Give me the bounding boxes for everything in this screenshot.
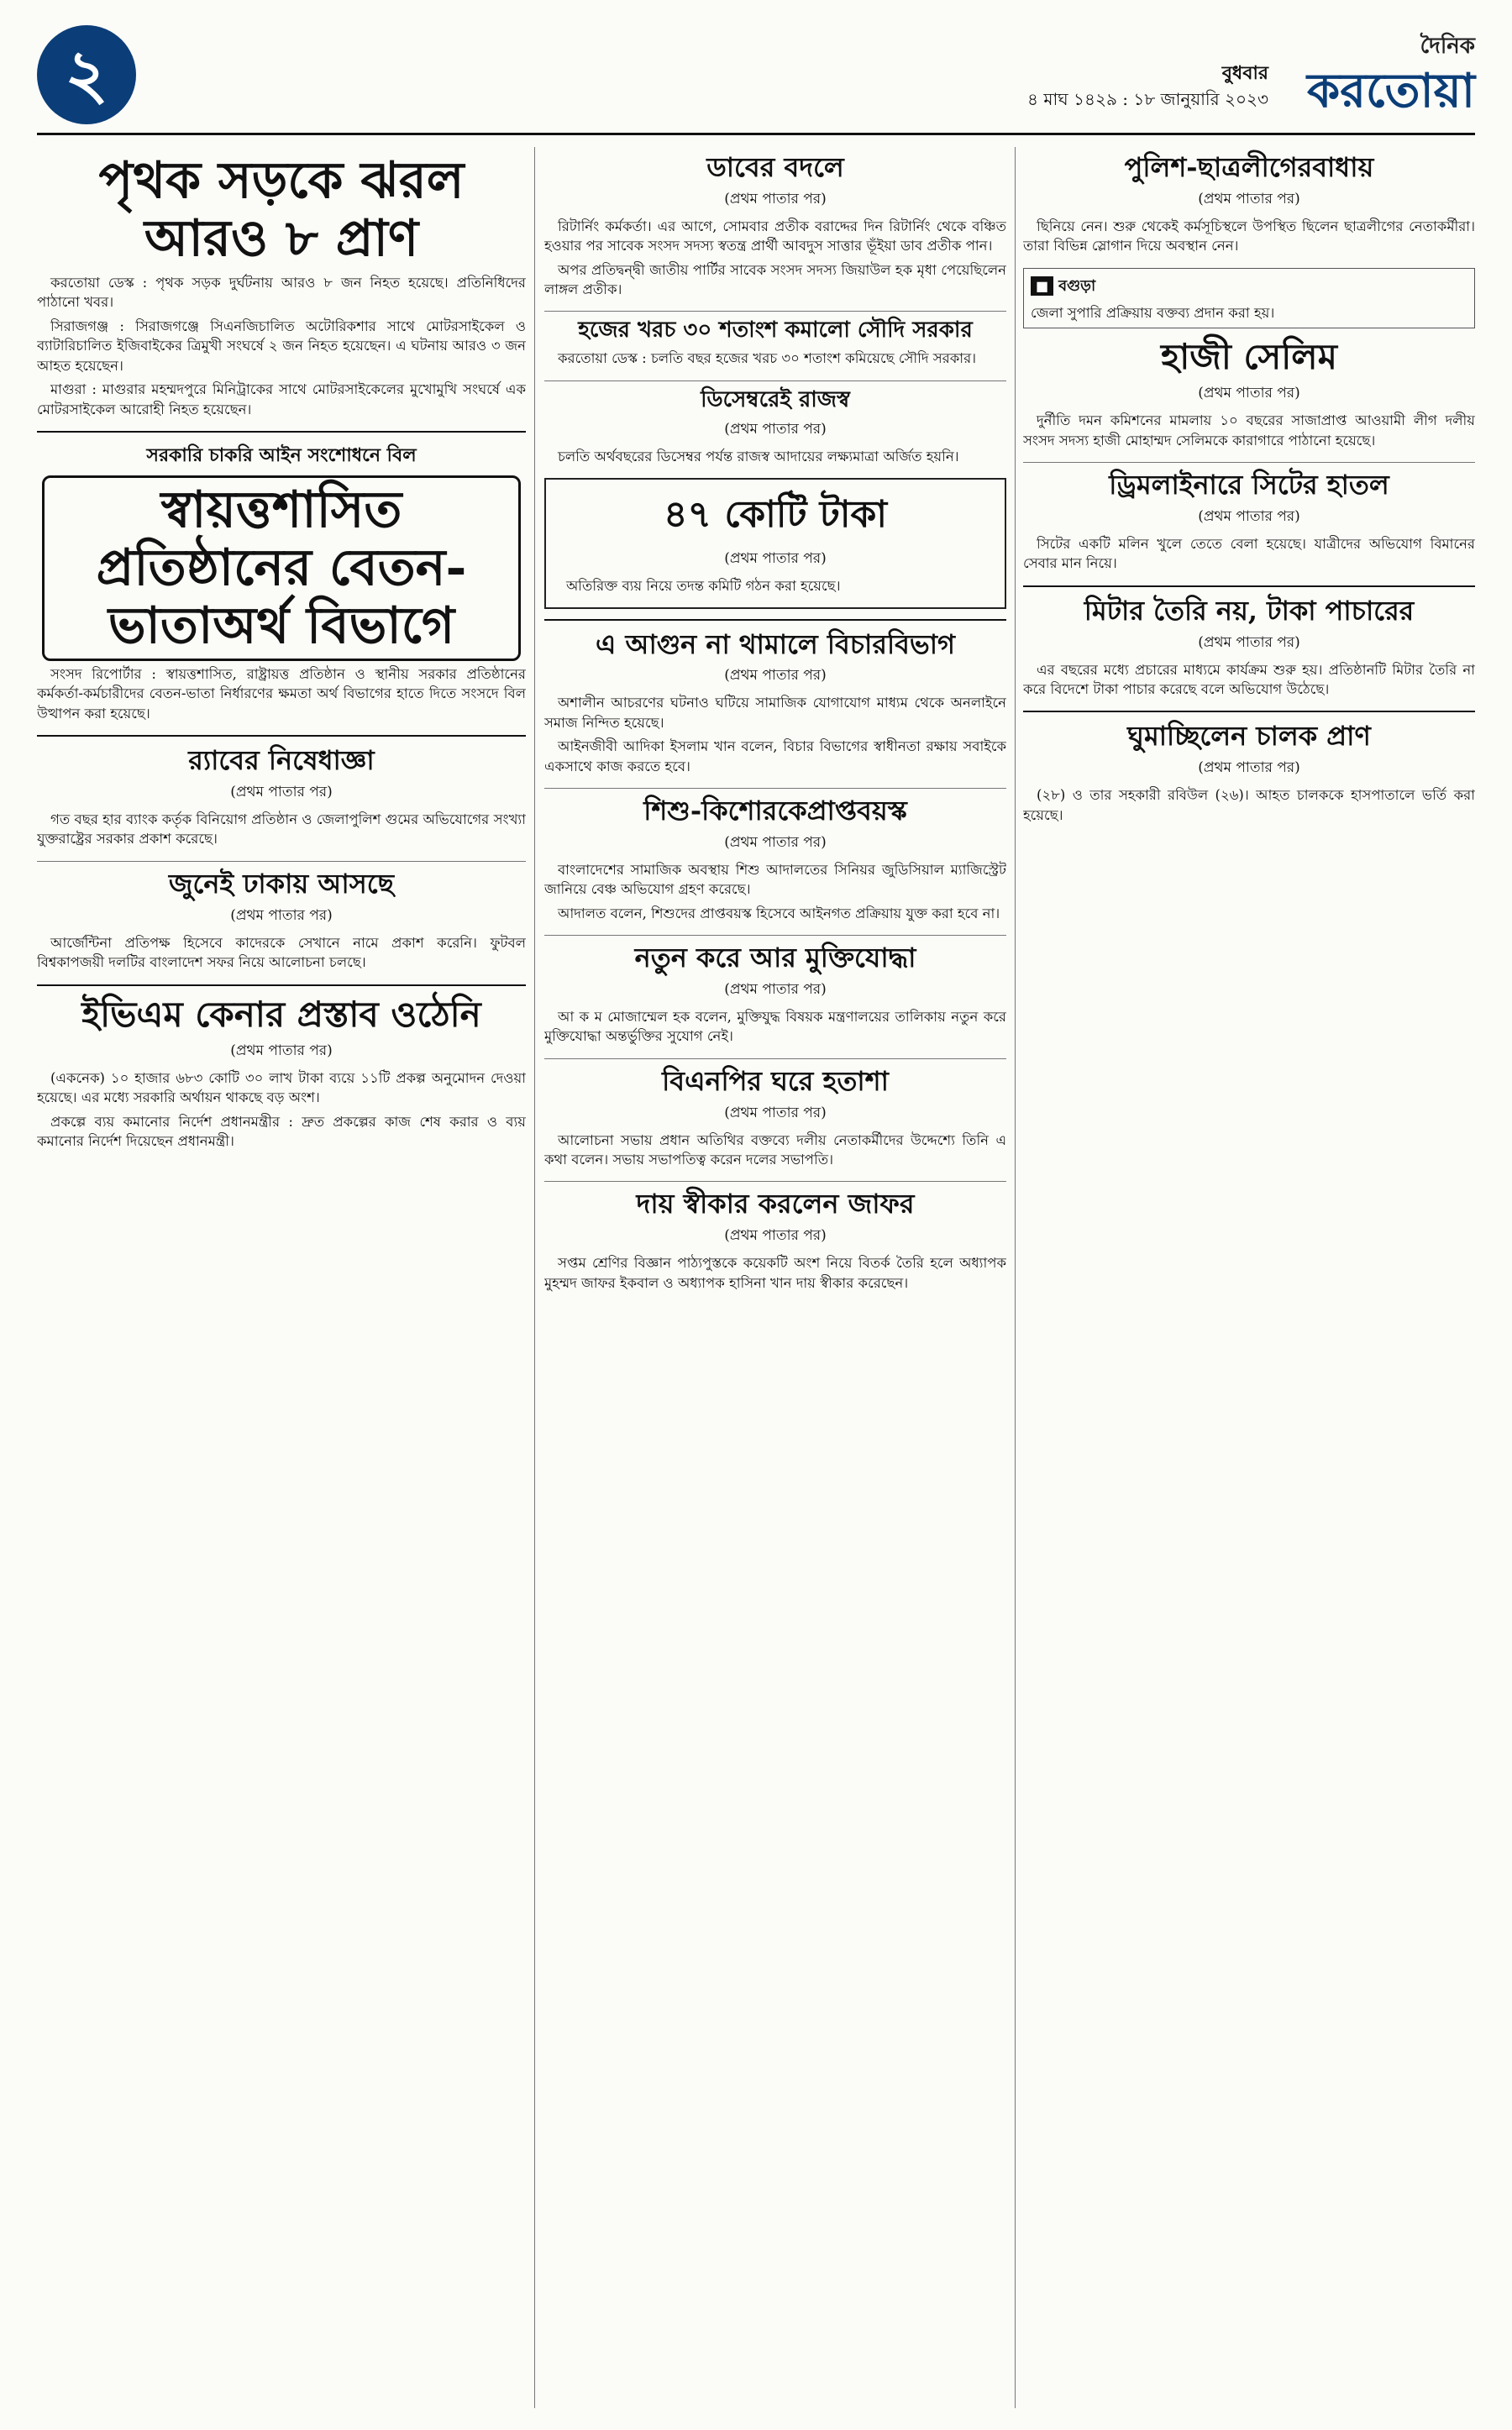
meter-article [1023, 596, 1475, 700]
paragraph: (একনেক) ১০ হাজার ৬৮৩ কোটি ৩০ লাখ টাকা ব্যয়ে ১১টি প্রকল্প অনুমোদন দেওয়া হয়েছে। এর মধ্যে সরকারি অর্থায়ন থাকছে বড় অংশ। [37, 1069, 526, 1106]
lead-body [37, 273, 526, 419]
crore-headline: ৪৭ কোটি টাকা [663, 493, 888, 537]
divider [544, 1058, 1006, 1059]
driver-headline: ঘুমাচ্ছিলেন চালক প্রাণ [1127, 720, 1371, 753]
continued-label: (প্রথম পাতার পর) [724, 420, 827, 438]
column-middle [544, 147, 1006, 2408]
continued-label: (প্রথম পাতার পর) [1198, 385, 1300, 402]
section-rule [37, 735, 526, 737]
paragraph: সংসদ রিপোর্টার : স্বায়ত্তশাসিত, রাষ্ট্রায়ত্ত প্রতিষ্ঠান ও স্থানীয় সরকার প্রতিষ্ঠানের কর্মকর্তা-কর্মচারীদের বেতন-ভাতা নির্ধারণের ক্ষমতা অর্থ বিভাগের হাতে দিতে সংসদে বিল উত্থাপন করা হয়েছে। [37, 665, 526, 722]
paragraph: আর্জেন্টিনা প্রতিপক্ষ হিসেবে কাদেরকে সেখানে নামে প্রকাশ করেনি। ফুটবল বিশ্বকাপজয়ী দলটির বাংলাদেশ সফর নিয়ে আলোচনা চলছে। [37, 934, 526, 971]
paragraph: এর বছরের মধ্যে প্রচারের মাধ্যমে কার্যক্রম শুরু হয়। প্রতিষ্ঠানটি মিটার তৈরি না করে বিদেশে টাকা পাচার করেছে বলে অভিযোগ উঠেছে। [1023, 661, 1475, 698]
continued-label: (প্রথম পাতার পর) [724, 550, 827, 568]
dollar-body [544, 217, 1006, 300]
bill-kicker: সরকারি চাকরি আইন সংশোধনে বিল [146, 443, 417, 466]
lead-headline: পৃথক সড়কে ঝরল আরও ৮ প্রাণ [98, 151, 465, 268]
continued-label: (প্রথম পাতার পর) [1198, 759, 1300, 777]
bill-article [37, 441, 526, 723]
fire-article [544, 629, 1006, 776]
divider [37, 861, 526, 862]
lead-article [37, 152, 526, 419]
section-rule [1023, 711, 1475, 712]
paragraph: দুর্নীতি দমন কমিশনের মামলায় ১০ বছরের সাজাপ্রাপ্ত আওয়ামী লীগ দলীয় সংসদ সদস্য হাজী মোহাম্মদ সেলিমকে কারাগারে পাঠানো হয়েছে। [1023, 412, 1475, 449]
continued-label: (প্রথম পাতার পর) [724, 190, 827, 207]
divider [544, 1181, 1006, 1182]
continued-label: (প্রথম পাতার পর) [724, 833, 827, 851]
bnp-headline: বিএনপির ঘরে হতাশা [662, 1064, 889, 1097]
paragraph: প্রকল্পে ব্যয় কমানোর নির্দেশ প্রধানমন্ত্রীর : দ্রুত প্রকল্পের কাজ শেষ করার ও ব্যয় কমানোর নির্দেশ দিয়েছেন প্রধানমন্ত্রী। [37, 1113, 526, 1150]
evm-article [37, 995, 526, 1152]
paragraph: অশালীন আচরণের ঘটনাও ঘটিয়ে সামাজিক যোগাযোগ মাধ্যম থেকে অনলাইনে সমাজ নিন্দিত হয়েছে। [544, 695, 1006, 731]
crore-body [553, 576, 998, 596]
divider [544, 935, 1006, 936]
bnp-body [544, 1131, 1006, 1170]
paragraph: অপর প্রতিদ্বন্দ্বী জাতীয় পার্টির সাবেক সংসদ সদস্য জিয়াউল হক মৃধা পেয়েছিলেন লাঙ্গল প্রতীক। [544, 261, 1006, 298]
brief-label [1031, 274, 1467, 300]
hajj-article [544, 318, 1006, 368]
rab-headline: র‌্যাবের নিষেধাজ্ঞা [188, 744, 375, 777]
continued-label: (প্রথম পাতার পর) [1198, 633, 1300, 651]
bill-body [37, 664, 526, 723]
freedom-article [544, 942, 1006, 1047]
brief-box [1023, 268, 1475, 328]
continued-label: (প্রথম পাতার পর) [1198, 508, 1300, 525]
day-label: বুধবার [1221, 62, 1268, 84]
paragraph: আলোচনা সভায় প্রধান অতিথির বক্তব্যে দলীয় নেতাকর্মীদের উদ্দেশ্যে তিনি এ কথা বলেন। সভায় সভাপতিত্ব করেন দলের সভাপতি। [544, 1131, 1006, 1168]
revenue-article [544, 388, 1006, 466]
masthead-rule [37, 133, 1475, 135]
zafar-headline: দায় স্বীকার করলেন জাফর [636, 1188, 915, 1220]
dream-article [1023, 470, 1475, 574]
paragraph: করতোয়া ডেস্ক : পৃথক সড়ক দুর্ঘটনায় আরও ৮ জন নিহত হয়েছে। প্রতিনিধিদের পাঠানো খবর। [37, 275, 526, 311]
continued-label: (প্রথম পাতার পর) [230, 1042, 333, 1059]
dream-headline: ড্রিমলাইনারে সিটের হাতল [1109, 469, 1389, 501]
paragraph: আইনজীবী আদিকা ইসলাম খান বলেন, বিচার বিভাগের স্বাধীনতা রক্ষায় সবাইকে একসাথে কাজ করতে হবে। [544, 738, 1006, 774]
paragraph: আদালত বলেন, শিশুদের প্রাপ্তবয়স্ক হিসেবে আইনগত প্রক্রিয়ায় যুক্ত করা হবে না। [558, 905, 1000, 921]
paragraph: আ ক ম মোজাম্মেল হক বলেন, মুক্তিযুদ্ধ বিষয়ক মন্ত্রণালয়ের তালিকায় নতুন করে মুক্তিযোদ্ধা অন্তর্ভুক্তির সুযোগ নেই। [544, 1008, 1006, 1045]
crore-article [544, 478, 1006, 608]
column-right [1023, 147, 1475, 2408]
june-article [37, 869, 526, 973]
children-article [544, 795, 1006, 923]
rab-article [37, 745, 526, 849]
divider [544, 311, 1006, 312]
freedom-body [544, 1007, 1006, 1047]
police-article [1023, 152, 1475, 256]
bill-headline: স্বায়ত্তশাসিত প্রতিষ্ঠানের বেতন-ভাতাঅর্থ বিভাগে [42, 475, 521, 661]
paragraph: সিরাজগঞ্জ : সিরাজগঞ্জে সিএনজিচালিত অটোরিকশার সাথে মোটরসাইকেল ও ব্যাটারিচালিত ইজিবাইকের ত্রিমুখী সংঘর্ষে ২ জন নিহত হয়েছেন। এ ঘটনায় আরও ৩ জন আহত হয়েছেন। [37, 318, 526, 374]
police-body [1023, 217, 1475, 256]
children-body [544, 860, 1006, 923]
paragraph: বাংলাদেশের সামাজিক অবস্থায় শিশু আদালতের সিনিয়র জুডিসিয়াল ম্যাজিস্ট্রেট জানিয়ে বেঞ্চ অভিযোগ গ্রহণ করেছে। [544, 861, 1006, 898]
paragraph: সিটের একটি মলিন খুলে তেতে বেলা হয়েছে। যাত্রীদের অভিযোগ বিমানের সেবার মান নিয়ে। [1023, 536, 1475, 572]
zafar-body [544, 1253, 1006, 1293]
column-divider-2 [1015, 147, 1016, 2408]
hajj-body [544, 349, 1006, 368]
paragraph: চলতি অর্থবছরের ডিসেম্বর পর্যন্ত রাজস্ব আদায়ের লক্ষ্যমাত্রা অর্জিত হয়নি। [558, 448, 959, 464]
paragraph: রিটার্নিং কর্মকর্তা। এর আগে, সোমবার প্রতীক বরাদ্দের দিন রিটার্নিং থেকে বঞ্চিত হওয়ার পর সাবেক সংসদ সদস্য স্বতন্ত্র প্রার্থী আবদুস সাত্তার ভূঁইয়া ডাব প্রতীক পান। [544, 218, 1006, 255]
paragraph: (২৮) ও তার সহকারী রবিউল (২৬)। আহত চালককে হাসপাতালে ভর্তি করা হয়েছে। [1023, 787, 1475, 823]
hajj-headline: হজের খরচ ৩০ শতাংশ কমালো সৌদি সরকার [578, 318, 973, 344]
newspaper-logo [1284, 29, 1475, 121]
paragraph: গত বছর হার ব্যাংক কর্তৃক বিনিয়োগ প্রতিষ্ঠান ও জেলাপুলিশ গুমের অভিযোগের সংখ্যা যুক্তরাষ্ট্রের সরকার প্রকাশ করেছে। [37, 811, 526, 848]
divider [544, 788, 1006, 789]
paragraph: অতিরিক্ত ব্যয় নিয়ে তদন্ত কমিটি গঠন করা হয়েছে। [566, 578, 841, 595]
children-headline: শিশু-কিশোরকেপ্রাপ্তবয়স্ক [643, 795, 907, 827]
continued-label: (প্রথম পাতার পর) [724, 667, 827, 685]
section-rule [544, 619, 1006, 621]
continued-label: (প্রথম পাতার পর) [724, 980, 827, 998]
haji-headline: হাজী সেলিম [1161, 336, 1337, 378]
continued-label: (প্রথম পাতার পর) [724, 1227, 827, 1245]
continued-label: (প্রথম পাতার পর) [724, 1104, 827, 1121]
logo-small: দৈনিক [1420, 34, 1475, 59]
zafar-article [544, 1189, 1006, 1293]
june-body [37, 933, 526, 973]
page-number-badge: ২ [37, 25, 136, 124]
paragraph: করতোয়া ডেস্ক : চলতি বছর হজের খরচ ৩০ শতাংশ কমিয়েছে সৌদি সরকার। [558, 350, 977, 367]
bullet-tag-icon: ■ [1031, 276, 1053, 296]
continued-label: (প্রথম পাতার পর) [1198, 190, 1300, 207]
bnp-article [544, 1066, 1006, 1170]
driver-body [1023, 785, 1475, 825]
column-divider-1 [534, 147, 535, 2408]
continued-label: (প্রথম পাতার পর) [230, 906, 333, 924]
fire-headline: এ আগুন না থামালে বিচারবিভাগ [595, 627, 956, 660]
meter-body [1023, 660, 1475, 700]
dollar-headline: ডাবের বদলে [706, 151, 844, 183]
paragraph: সপ্তম শ্রেণির বিজ্ঞান পাঠ্যপুস্তকে কয়েকটি অংশ নিয়ে বিতর্ক তৈরি হলে অধ্যাপক মুহম্মদ জাফর ইকবাল ও অধ্যাপক হাসিনা খান দায় স্বীকার করেছেন। [544, 1255, 1006, 1291]
meter-headline: মিটার তৈরি নয়, টাকা পাচারের [1084, 594, 1415, 627]
divider [1023, 462, 1475, 463]
revenue-headline: ডিসেম্বরেই রাজস্ব [701, 386, 850, 412]
column-left [37, 147, 526, 2408]
logo-big: করতোয়া [1307, 64, 1475, 118]
june-headline: জুনেই ঢাকায় আসছে [168, 867, 395, 900]
dateline: ৪ মাঘ ১৪২৯ : ১৮ জানুয়ারি ২০২৩ [1027, 89, 1268, 109]
section-rule [37, 431, 526, 433]
section-rule [37, 984, 526, 986]
paragraph: মাগুরা : মাগুরার মহম্মদপুরে মিনিট্রাকের সাথে মোটরসাইকেলের মুখোমুখি সংঘর্ষে এক মোটরসাইকেল আরোহী নিহত হয়েছেন। [37, 381, 526, 417]
police-headline: পুলিশ-ছাত্রলীগেরবাধায় [1124, 151, 1374, 183]
haji-article [1023, 337, 1475, 450]
revenue-body [544, 447, 1006, 466]
dollar-article [544, 152, 1006, 299]
section-rule [1023, 585, 1475, 587]
paragraph: ছিনিয়ে নেন। শুরু থেকেই কর্মসূচিস্থলে উপস্থিত ছিলেন ছাত্রলীগের নেতাকর্মীরা। তারা বিভিন্ন স্লোগান দিয়ে অবস্থান নেন। [1023, 218, 1475, 255]
rab-body [37, 810, 526, 849]
dream-body [1023, 534, 1475, 574]
freedom-headline: নতুন করে আর মুক্তিযোদ্ধা [634, 942, 916, 974]
driver-article [1023, 721, 1475, 825]
brief-body: জেলা সুপারি প্রক্রিয়ায় বক্তব্য প্রদান করা হয়। [1031, 304, 1275, 321]
brief-label-text: বগুড়া [1058, 276, 1096, 295]
haji-body [1023, 411, 1475, 450]
continued-label: (প্রথম পাতার পর) [230, 784, 333, 801]
evm-headline: ইভিএম কেনার প্রস্তাব ওঠেনি [81, 993, 481, 1035]
evm-body [37, 1068, 526, 1152]
fire-body [544, 693, 1006, 776]
